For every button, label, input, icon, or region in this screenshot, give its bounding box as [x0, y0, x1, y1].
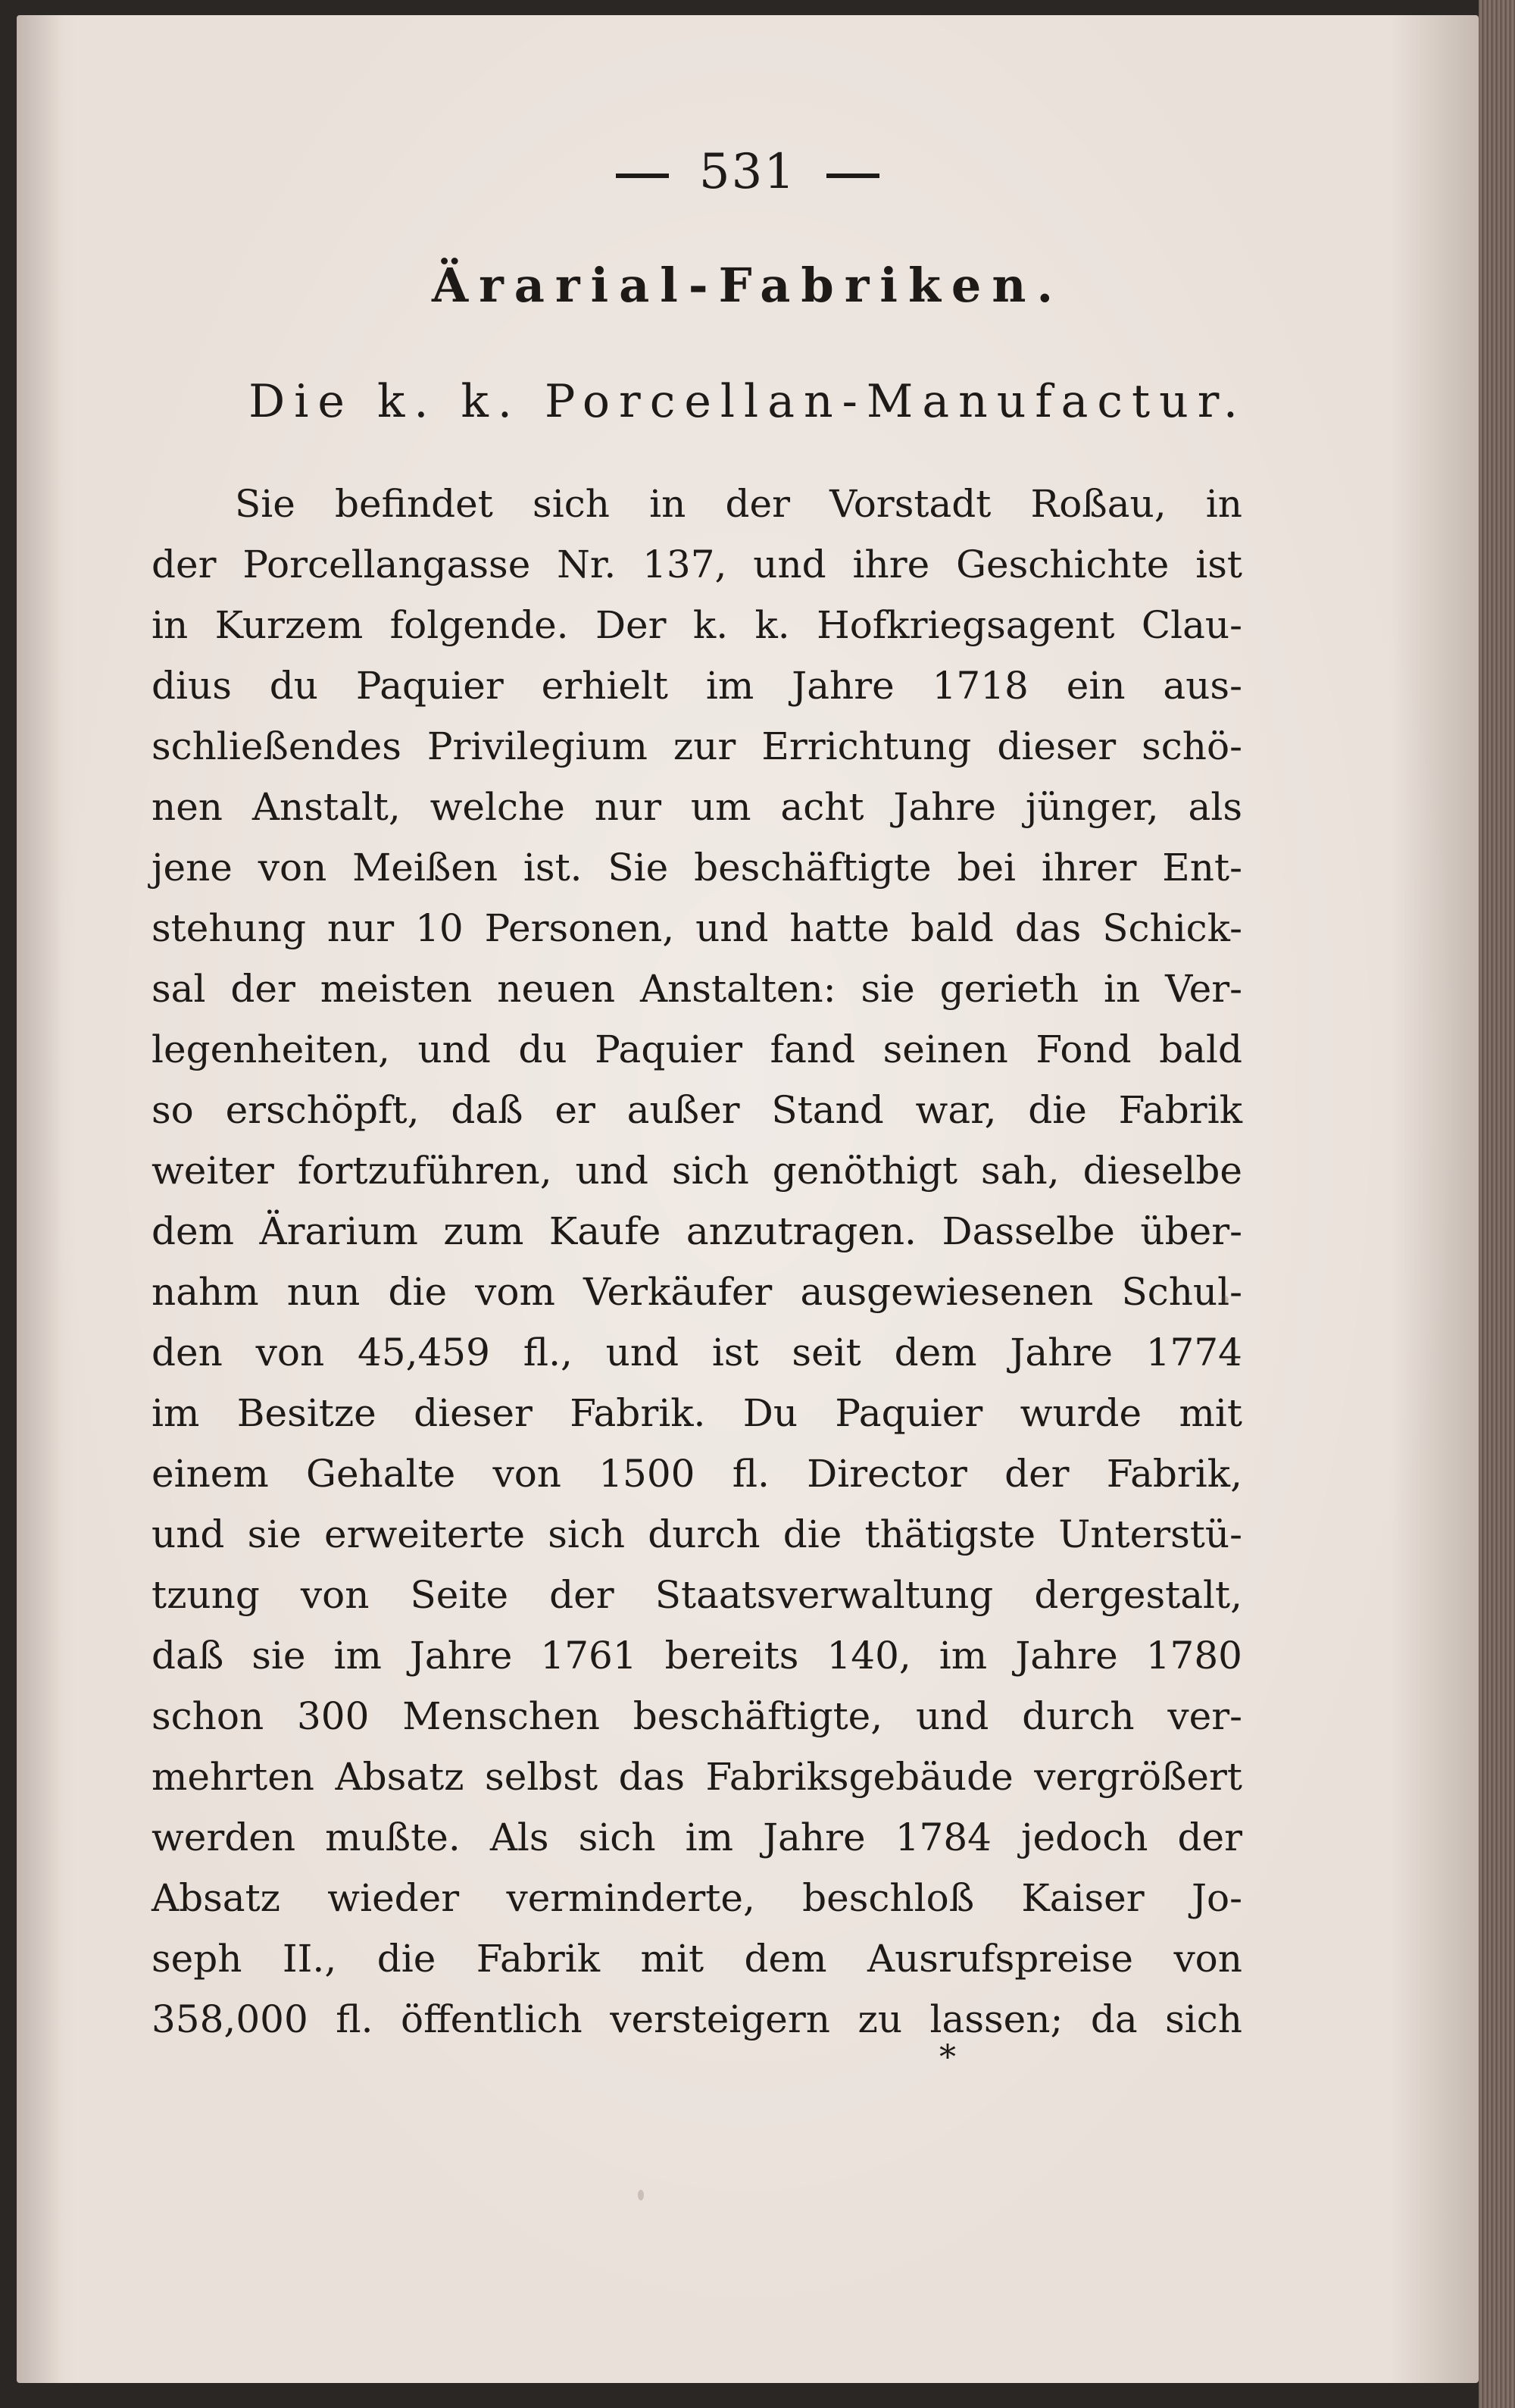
book-page [17, 15, 1479, 2383]
dash-right [826, 174, 879, 178]
text-line: schon 300 Menschen beschäftigte, und durch ver- [152, 1694, 1242, 1738]
page-edge-stack [1479, 0, 1515, 2408]
text-line: dius du Paquier erhielt im Jahre 1718 ein aus- [152, 664, 1242, 708]
text-line: im Besitze dieser Fabrik. Du Paquier wurde mit [152, 1391, 1242, 1435]
text-line: schließendes Privilegium zur Errichtung dieser schö- [152, 724, 1242, 768]
text-line: in Kurzem folgende. Der k. k. Hofkriegsagent Clau- [152, 603, 1242, 647]
paper-speck [1221, 1296, 1229, 1303]
paper-speck [638, 2190, 644, 2200]
gutter-shadow [17, 15, 62, 2383]
text-line: dem Ärarium zum Kaufe anzutragen. Dasselbe über- [152, 1209, 1242, 1253]
section-heading: Ärarial-Fabriken. [431, 258, 1064, 313]
text-line: nen Anstalt, welche nur um acht Jahre jünger, als [152, 785, 1242, 829]
text-line: tzung von Seite der Staatsverwaltung dergestalt, [152, 1573, 1242, 1617]
page-number: 531 [698, 144, 797, 200]
text-line: nahm nun die vom Verkäufer ausgewiesenen Schul- [152, 1270, 1242, 1314]
page-number-header [17, 144, 1479, 200]
text-line: so erschöpft, daß er außer Stand war, die Fabrik [152, 1088, 1242, 1132]
text-line: jene von Meißen ist. Sie beschäftigte bei ihrer Ent- [152, 846, 1242, 890]
text-line: mehrten Absatz selbst das Fabriksgebäude vergrößert [152, 1755, 1242, 1799]
text-line: weiter fortzuführen, und sich genöthigt sah, dieselbe [152, 1149, 1242, 1193]
text-line: daß sie im Jahre 1761 bereits 140, im Jahre 1780 [152, 1634, 1242, 1678]
dash-left [616, 174, 669, 178]
text-line: Sie befindet sich in der Vorstadt Roßau, in [235, 482, 1242, 526]
text-line: stehung nur 10 Personen, und hatte bald das Schick- [152, 906, 1242, 950]
text-line: legenheiten, und du Paquier fand seinen Fond bald [152, 1027, 1242, 1071]
text-line: sal der meisten neuen Anstalten: sie gerieth in Ver- [152, 967, 1242, 1011]
text-line: und sie erweiterte sich durch die thätigste Unterstü- [152, 1512, 1242, 1556]
text-line: den von 45,459 fl., und ist seit dem Jahre 1774 [152, 1331, 1242, 1374]
signature-mark: * [939, 2038, 956, 2077]
text-line: Absatz wieder verminderte, beschloß Kaiser Jo- [152, 1876, 1242, 1920]
body-text [152, 474, 1242, 2050]
text-line: werden mußte. Als sich im Jahre 1784 jedoch der [152, 1815, 1242, 1859]
text-line: 358,000 fl. öffentlich versteigern zu lassen; da sich [152, 1997, 1242, 2041]
section-subheading: Die k. k. Porcellan-Manufactur. [248, 375, 1247, 428]
text-line: seph II., die Fabrik mit dem Ausrufspreise von [152, 1937, 1242, 1981]
text-line: der Porcellangasse Nr. 137, und ihre Geschichte ist [152, 543, 1242, 586]
text-line: einem Gehalte von 1500 fl. Director der Fabrik, [152, 1452, 1242, 1496]
